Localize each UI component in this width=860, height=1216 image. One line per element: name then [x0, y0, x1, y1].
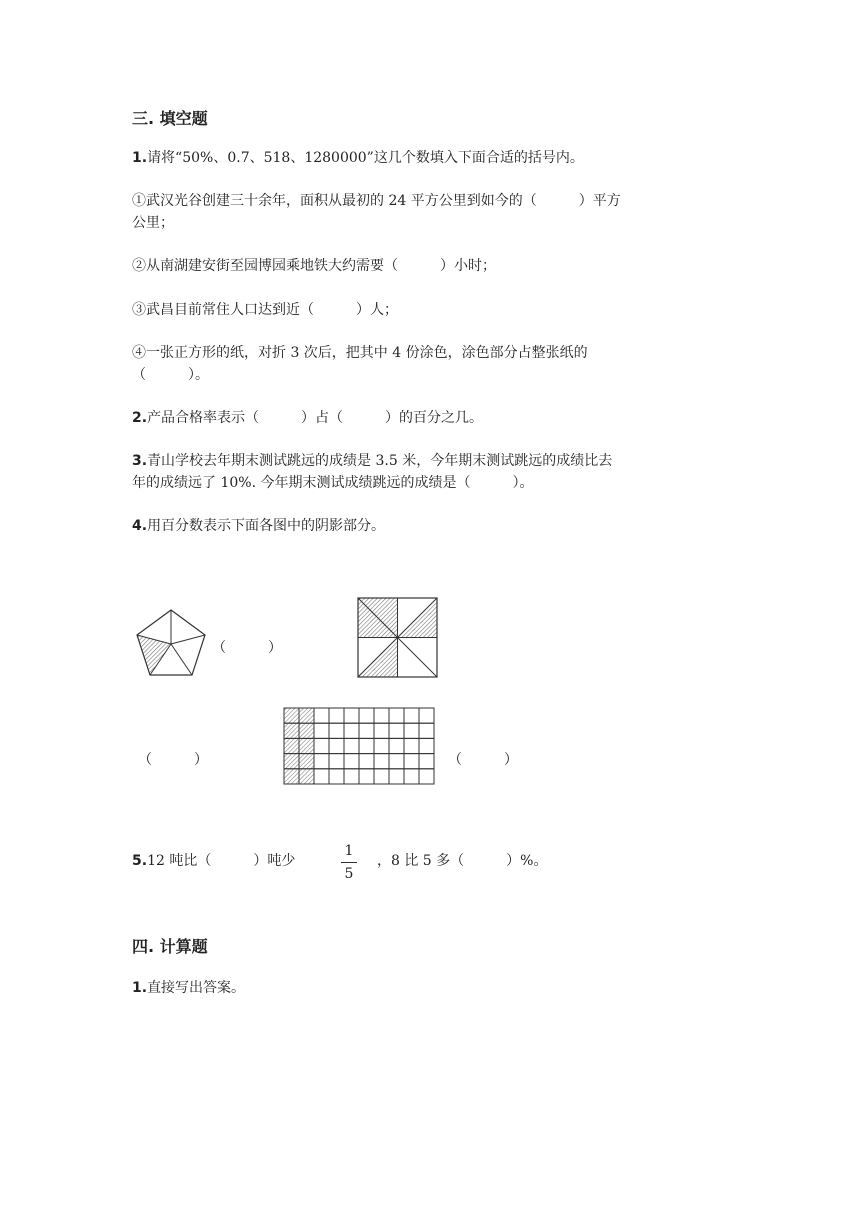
grid-cell-shaded	[284, 723, 299, 738]
grid-cell	[344, 754, 359, 769]
pentagon-answer-blank: （ ）	[212, 640, 282, 656]
section4-q1	[132, 977, 245, 999]
grid-cell	[419, 738, 434, 753]
grid-cell	[344, 769, 359, 784]
grid-cell	[404, 708, 419, 723]
q1-item-c: ③武昌目前常住人口达到近（ ）人；	[132, 302, 398, 318]
grid-cell	[344, 708, 359, 723]
grid-cell	[329, 708, 344, 723]
grid-cell	[419, 769, 434, 784]
grid-cell	[374, 708, 389, 723]
grid-cell	[344, 723, 359, 738]
q1-item-d-line2: （ ）。	[132, 367, 209, 383]
q5-fraction-bar	[341, 862, 357, 863]
grid-answer-blank-right: （ ）	[448, 752, 518, 768]
grid-cell	[374, 738, 389, 753]
grid-cell	[359, 769, 374, 784]
q1-item-a-line1: ①武汉光谷创建三十余年，面积从最初的 24 平方公里到如今的（ ）平方	[132, 193, 621, 209]
grid-cell	[389, 708, 404, 723]
q5-part1	[132, 850, 295, 872]
q3-line2: 年的成绩远了 10%. 今年期末测试成绩跳远的成绩是（ ）。	[132, 475, 534, 491]
grid-cell-shaded	[299, 769, 314, 784]
q5-fraction-numerator: 1	[344, 843, 354, 859]
grid-cell	[419, 723, 434, 738]
grid-cell	[344, 738, 359, 753]
q3-line1	[132, 450, 612, 472]
grid-cell	[314, 708, 329, 723]
grid-cell	[314, 769, 329, 784]
q5-number: 5.	[132, 853, 148, 869]
q1-stem	[132, 147, 584, 169]
q1-item-b: ②从南湖建安街至园博园乘地铁大约需要（ ）小时；	[132, 258, 496, 274]
grid-cell	[329, 754, 344, 769]
q2	[132, 407, 483, 429]
grid-cell-shaded	[284, 708, 299, 723]
grid-cell	[359, 738, 374, 753]
grid-cell	[389, 738, 404, 753]
grid-cell	[329, 723, 344, 738]
q2-number: 2.	[132, 410, 148, 426]
grid-cell-shaded	[284, 738, 299, 753]
grid-cell	[329, 769, 344, 784]
grid-cell	[314, 738, 329, 753]
q5-fraction-denominator: 5	[344, 866, 354, 882]
grid-cell	[404, 754, 419, 769]
grid-cell	[314, 723, 329, 738]
section3-title: 三. 填空题	[132, 109, 208, 128]
q4	[132, 515, 385, 537]
grid-cell	[359, 723, 374, 738]
grid-cell-shaded	[284, 769, 299, 784]
q3-text-line1: 青山学校去年期末测试跳远的成绩是 3.5 米，今年期末测试跳远的成绩比去	[147, 453, 613, 469]
square-figure	[357, 597, 438, 678]
grid-cell-shaded	[299, 723, 314, 738]
section4-q1-number: 1.	[132, 980, 148, 996]
grid-cell	[419, 708, 434, 723]
section4-title: 四. 计算题	[132, 937, 208, 956]
grid-cell	[374, 769, 389, 784]
grid-cell	[374, 723, 389, 738]
q5-fraction	[339, 843, 359, 882]
section4-q1-text: 直接写出答案。	[147, 980, 246, 996]
grid-cell	[314, 754, 329, 769]
grid-cell	[359, 708, 374, 723]
q1-item-a-line2: 公里；	[132, 215, 174, 231]
pentagon-figure	[133, 608, 209, 678]
q1-stem-text: 请将“50%、0.7、518、1280000”这几个数填入下面合适的括号内。	[147, 150, 584, 166]
grid-cell	[404, 769, 419, 784]
grid-answer-blank-left: （ ）	[138, 752, 208, 768]
grid-cell	[374, 754, 389, 769]
q1-item-d-line1: ④一张正方形的纸，对折 3 次后，把其中 4 份涂色，涂色部分占整张纸的	[132, 345, 588, 361]
q4-number: 4.	[132, 518, 148, 534]
q2-text: 产品合格率表示（ ）占（ ）的百分之几。	[147, 410, 484, 426]
grid-cell	[359, 754, 374, 769]
grid-cell-shaded	[299, 738, 314, 753]
q4-text: 用百分数表示下面各图中的阴影部分。	[147, 518, 386, 534]
grid-cell-shaded	[299, 708, 314, 723]
grid-cell	[389, 769, 404, 784]
grid-figure	[283, 707, 437, 785]
q5-text-part2: ，8 比 5 多（ ）%。	[377, 853, 548, 869]
grid-cell	[404, 723, 419, 738]
grid-cell-shaded	[299, 754, 314, 769]
grid-cell	[389, 754, 404, 769]
q3-number: 3.	[132, 453, 148, 469]
grid-cell	[419, 754, 434, 769]
grid-cell	[389, 723, 404, 738]
q1-number: 1.	[132, 150, 148, 166]
grid-cell	[404, 738, 419, 753]
q5-text-part1: 12 吨比（ ）吨少	[147, 853, 296, 869]
grid-cell-shaded	[284, 754, 299, 769]
grid-cell	[329, 738, 344, 753]
